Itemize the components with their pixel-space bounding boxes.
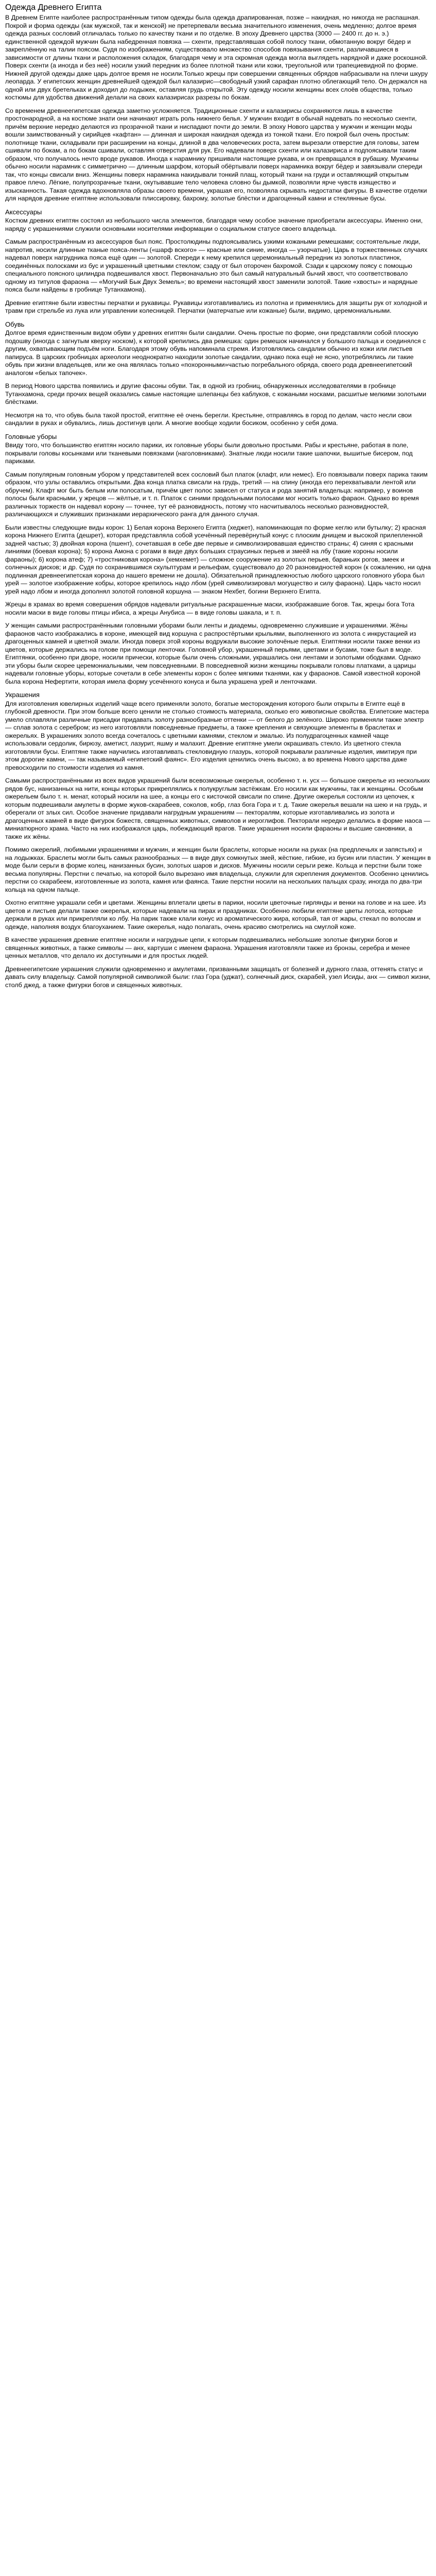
paragraph: Долгое время единственным видом обуви у древних египтян были сандалии. Очень простые по форме, они представляли собой плоскую подошву (иногда с загнутым кверху носком), к которой крепились два ремешка: один ремешок начинался у большого пальца и соединялся с другим, охватывающим подъём ноги. Благодаря этому обувь напоминала стремя. Изготовлялись сандалии обычно из кожи или листьев папируса. В царских гробницах археологи неоднократно находили золотые сандалии, однако пока ещё не ясно, употреблялись ли такие обувь при жизни владельцев, или же она являлась только «похоронными»частью погребального обряда, своего рода древнеегипетский аналогом «белых тапочек». — [5, 329, 426, 377]
paragraph: Со временем древнеегипетская одежда заметно усложняется. Традиционные схенти и калазирисы сохраняются лишь в качестве простонародной, а на костюме знати они начинают играть роль нижнего белья. У мужчин входит в обычай надевать по несколько схенти, причём верхние нередко делаются из прозрачной ткани и ниспадают почти до земли. В эпоху Нового царства у мужчин и женщин моды вошли заимствованный у сирийцев «кафтан» — длинная и широкая накидная одежда из тонкой ткани. Его покрой был очень простым: полотнище ткани, складывали при расширении на концы, длиной в два человеческих роста, затем вырезали отверстие для головы, затем сшивали по бокам, а по бокам сшивали, оставляя отверстия для рук. Его надевали поверх схенти или калазириса и подпоясывали таким образом, что получалось нечто вроде рукавов. Иногда к нарамнику пришивали настоящие рукава, и он превращался в рубашку. Мужчины обычно носили нарамник с симметрично — длинным шарфом, который обёртывали поверх нарамника вокруг бёдер и завязывали спереди так, что концы свисали вниз. Женщины поверх нарамника накидывали тонкий плащ, который ткани на груди и оставляющий открытым правое плечо. Лёгкие, полупрозрачные ткани, окутывавшие тело человека словно бы дымкой, позволяли ярче чувств изящество и изысканность. Такая одежда вдохновляла образы своего времени, украшая его, позволяла скрывать недостатки фигуры. В качестве отделки для нарядов древние египтяне использовали плиссировку, бахрому, золотые блёстки и драгоценный камни и стеклянные бусы. — [5, 107, 427, 202]
paragraph: В качестве украшения древние египтяне носили и нагрудные цепи, к которым подвешивались небольшие золотые фигурки богов и священных животных, а также символы — анх, картуши с именем фараона. Украшения изготовляли также из бронзы, серебра и менее ценных металлов, что делало их доступными и для простых людей. — [5, 936, 410, 959]
paragraph: Древнеегипетские украшения служили одновременно и амулетами, призванными защищать от болезней и дурного глаза, оттенять статус и давать силу владельцу. Самой популярной символикой были: глаз Гора (уджат), солнечный диск, скарабей, узел Исиды, анх — символ жизни, столб джед, а также фигурки богов и священных животных. — [5, 965, 431, 989]
paragraph: В период Нового царства появились и другие фасоны обуви. Так, в одной из гробниц, обнаруженных исследователями в гробнице Тутанхамона, среди прочих вещей оказались самые настоящие шлепанцы без каблуков, с кожаными носками, расшитые мелкими золотыми блёстками. — [5, 382, 427, 405]
paragraph: Самым распространённым из аксессуаров был пояс. Простолюдины подпоясывались узкими кожаными ремешками; состоятельные люди, напротив, носили длинные тканые пояса-ленты («шарф вского» — красные или синие, иногда — узорчатые). Царь в торжественных случаях надевал поверх нагрудника пояса ещё один — золотой. Спереди к нему крепился церемониальный передник из золотых пластинок, соединённых полосками из бус и украшенный цветными стеклом; сзаду от был оторочен бахромой. Сзади к царскому поясу с помощью специального поясного цилиндра подвешивался хвост. Первоначально это был самый натуральный бычий хвост, что соответствовало одному из титулов фараона — «Могучий Бык Двух Земель»; во времени настоящий хвост заменили золотой. Такие «хвосты» и нарядные пояса были найдены в гробнице Тутанхамона). — [5, 238, 428, 293]
paragraph: Несмотря на то, что обувь была такой простой, египтяне её очень берегли. Крестьяне, отправляясь в город по делам, часто несли свои сандалии в руках и обувались, лишь достигнув цели. А многие вообще ходили босиком, особенно у себя дома. — [5, 411, 412, 427]
section-heading: Головные уборы — [5, 432, 57, 440]
paragraph: У женщин самыми распространёнными головными уборами были ленты и диадемы, одновременно служившие и украшениями. Жёны фараонов часто изображались в короне, имеющей вид коршуна с распростёртыми крыльями, выполненного из золота с инкрустацией из драгоценных камней и цветной эмали. Иногда поверх этой короны водружали высокие золочёные перья. Египтянки носили также венки из цветов, которые держались на голове при помощи ленточки. Головной убор, украшенный перьями, цветами и бусами, тоже был в моде. Египтянки, особенно при дворе, носили прически, которые были очень сложными, украшались они лентами и золотыми ободками. Однако эти уборы были скорее церемониальными, чем повседневными. В повседневной жизни женщины покрывали головы платками, а царицы надевали головные уборы, которые сочетали в себе элементы корон с более мягкими тканями, как у фараонов. Самой известной короной была корона Нефертити, которая имела форму усечённого конуса и была украшена урей и ленточками. — [5, 622, 421, 685]
paragraph: Древние египтяне были известны перчатки и рукавицы. Рукавицы изготавливались из полотна и применялись для защиты рук от холодной и травм при стрельбе из лука или управлении колесницей. Перчатки (матерчатые или кожаные) были, видимо, церемониальными. — [5, 299, 427, 314]
paragraph: Помимо ожерелий, любимыми украшениями и мужчин, и женщин были браслеты, которые носили на руках (на предплечьях и запястьях) и на лодыжках. Браслеты могли быть самых разнообразных — в виде двух сомкнутых змей, жёсткие, гибкие, из бусин или пластин. У женщин в моде были серьги в форме колец, нанизанных бусин, золотых шаров и дисков. Мужчины носили серьги реже. Кольца и перстни были тоже весьма популярны. Перстни с печатью, на которой было вырезано имя владельца, служили для скрепления документов. Особенно ценились перстни со скарабеем, изготовленные из золота, камня или фаянса. Такие перстни носили на нескольких пальцах сразу, иногда по два-три кольца на одном пальце. — [5, 846, 431, 893]
paragraph: Жрецы в храмах во время совершения обрядов надевали ритуальные раскрашенные маски, изображавшие богов. Так, жрецы бога Тота носили маски в виде головы птицы ибиса, а жрецы Анубиса — в виде головы шакала, и т. п. — [5, 601, 415, 616]
section-heading: Украшения — [5, 691, 40, 699]
paragraph: Самым популярным головным убором у представителей всех сословий был платок (клафт, или немес). Его повязывали поверх парика таким образом, что узлы оставались открытыми. Два конца платка свисали на грудь, третий — на спину (иногда его перехватывали лентой или обручем). Клафт мог быть белым или полосатым, причём цвет полос зависел от статуса и рода занятий владельца: например, у воинов полосы были красными, у жрецов — жёлтые, и т. п. Платок с синими продольными полосами мог носить только фараон. Однако во время различных торжеств он надевал корону — точнее, тут её разновидность, потому что насчитывалось несколько разновидностей, различающихся и служивших признаками иерархического ранга для данного случая. — [5, 470, 428, 518]
paragraph: Костюм древних египтян состоял из небольшого числа элементов, благодаря чему особое значение приобретали аксессуары. Именно они, наряду с украшениями служили основными носителями информации о социальном статусе своего владельца. — [5, 217, 423, 232]
section-heading: Аксессуары — [5, 208, 42, 216]
page-title: Одежда Древнего Египта — [5, 3, 102, 12]
paragraph: Для изготовления ювелирных изделий чаще всего применяли золото, богатые месторождения которого были открыты в Египте ещё в глубокой древности. При этом больше всего ценили не столько стоимость материала, сколько его живописные свойства. Египетские мастера умело сплавляли различные присадки придавать золоту разнообразные оттенки — от белого до зелёного. Широко применяли также электр — сплав золота с серебром; из него изготовляли повседневные предметы, а также крепления и связующие элементы в браслетах и ожерельях. В украшениях золото всегда сочеталось с цветными камнями, стеклом и эмалью. Из полудрагоценных камней чаще использовали сердолик, бирюзу, аметист, лазурит, яшму и малахит. Древние египтяне умели окрашивать стекло. Из цветного стекла изготовляли бусы. Египтяне также научились изготавливать стекловидную глазурь, которой покрывали различные изделия, имитируя при этом дорогие камни, — так называемый «египетский фаянс». Его изделия ценились очень высоко, а во времена Нового царства даже превосходили по стоимости изделия из камня. — [5, 700, 429, 771]
article — [0, 0, 436, 999]
paragraph: Были известны следующие виды корон: 1) Белая корона Верхнего Египта (хеджет), напоминающая по форме кеглю или бутылку; 2) красная корона Нижнего Египта (дешрет), которая представляла собой усечённый перевёрнутый конус с плоским днищем и высокой прилепленной задней частью; 3) двойная корона (пшент), сочетавшая в себе две первые и символизировавшая единство страны; 4) синяя с красными линиями (боевая корона); 5) корона Амона с рогами в виде двух больших страусиных перьев и змеёй на лбу (такие короны носили фараоны); 6) корона атеф; 7) «тростниковая корона» (хемхемет) — сложное сооружение из золотых перьев, бараньих рогов, змеек и солнечных дисков; и др. Судя по сохранившимся скульптурам и рельефам, существовало до 20 разновидностей корон (к сожалению, ни одна подлинная древнеегипетская корона до нашего времени не дошла). Обязательной принадлежностью любого царского головного убора был урей — золотое изображение кобры, которое крепилось надо лбом (урей символизировал могущество и силу фараона). Царь часто носил урей надо лбом и иногда дополнял золотой головной коршуна — знаком Нехбет, богини Верхнего Египта. — [5, 523, 431, 595]
paragraph: Охотно египтяне украшали себя и цветами. Женщины вплетали цветы в парики, носили цветочные гирлянды и венки на голове и на шее. Из цветов и листьев делали также ожерелья, которые надевали на пирах и праздниках. Особенно любили египтяне цветы лотоса, которые держали в руках или прикрепляли ко лбу. На парик также клали конус из ароматического жира, который, тая от жары, стекал по волосам и одежде, наполняя воздух благоуханием. Такие ожерелья, надо полагать, очень красиво смотрелись на смуглой коже. — [5, 899, 426, 930]
paragraph: Самыми распространёнными из всех видов украшений были всевозможные ожерелья, особенно т. н. усх — большое ожерелье из нескольких рядов бус, нанизанных на нити, концы которых прикреплялись к полукруглым застёжкам. Его носили как мужчины, так и женщины. Особым ожерельем было т. н. менат, который носили на шее, а концы его с кисточкой свисали по спине. Другие ожерелья состояли из цепочек, к которым подвешивали амулеты в форме жуков-скарабеев, соколов, кобр, глаз бога Гора и т. д. Такие ожерелья вешали на шею и на грудь, и оберегали от злых сил. Особое значение придавали нагрудным украшениям — пекторалям, которые изготавливались из золота и драгоценных камней в виде фигурок божеств, священных животных, символов и иероглифов. Пекторали нередко делались в форме наоса — миниатюрного храма. Часто на них изображался царь, побеждающий врагов. Такие украшения носили фараоны и высшие сановники, а также их жёны. — [5, 777, 430, 840]
paragraph: Ввиду того, что большинство египтян носило парики, их головные уборы были довольно простыми. Рабы и крестьяне, работая в поле, покрывали головы косынками или тканевыми повязками (наголовниками). Знатные люди носили такие шапочки, вышитые бисером, под париками. — [5, 442, 413, 465]
paragraph: В Древнем Египте наиболее распространённым типом одежды была одежда драпированная, позже – накидная, но никогда не распашная. Покрой и форма одежды (как мужской, так и женской) не претерпевали весьма значительного изменения, очень медленно; долгое время одежда разных сословий отличалась только по качеству ткани и по отделке. В эпоху Древнего царства (3000 — 2400 гг. до н. э.) единственной одеждой мужчин была набедренная повязка — схенти, представлявшая собой полосу ткани, обмотанную вокруг бёдер и закреплённую на талии поясом. Судя по изображениям, существовало множество способов повязывания схенти, различавшиеся в зависимости от длины ткани и расположения складок, благодаря чему и эта скромная одежда могла выглядеть нарядной и даже роскошной. Поверх схенти (а иногда и без неё) носили узкий передник из более плотной ткани или кожи, треугольной или трапециевидной по форме. Нижней другой одежды даже царь долгое время не носили.Только жрецы при совершении священных обрядов набрасывали на плечи шкуру леопарда. У египетских женщин древнейшей одеждой был калазирис—свободный узкий сарафан плотно облегающий тело. Он держался на одной или двух бретельках и доходил до лодыжек, оставляя грудь открытой. Эту одежду носили женщины всех слоёв общества, только костюмы для удобства движений делали на своих калазирисах разрезы по бокам. — [5, 14, 428, 101]
section-heading: Обувь — [5, 320, 25, 328]
